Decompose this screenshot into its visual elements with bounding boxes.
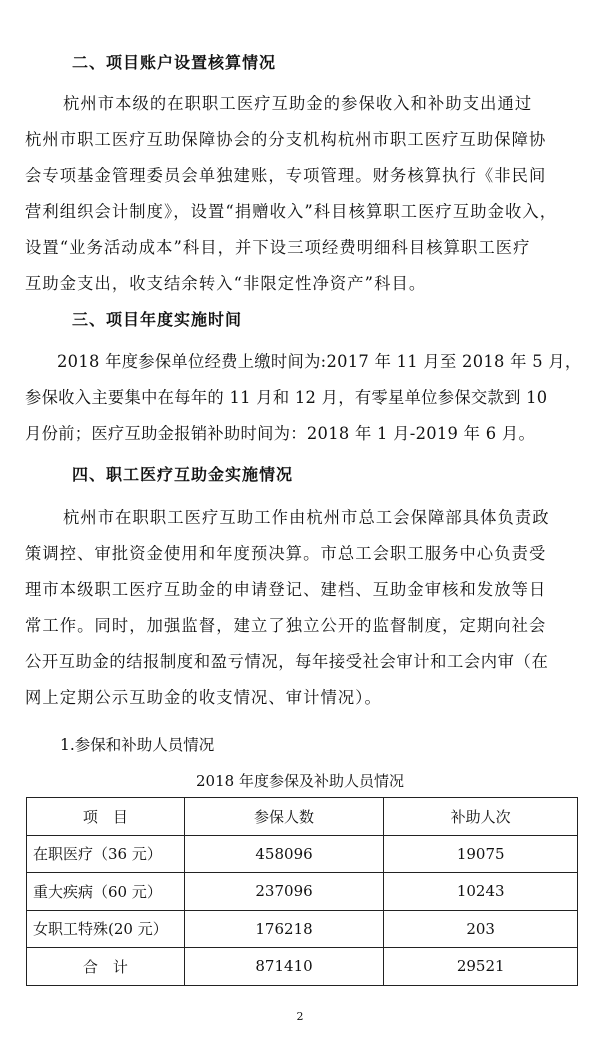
row-insured-count: 458096 (184, 835, 384, 873)
row-subsidized-count: 29521 (384, 948, 578, 986)
row-item-label: 重大疾病（60 元） (27, 873, 185, 911)
row-item-label: 在职医疗（36 元） (27, 835, 185, 873)
paragraph-line: 杭州市在职职工医疗互助工作由杭州市总工会保障部具体负责政 (63, 508, 550, 527)
column-header-insured: 参保人数 (184, 798, 384, 836)
paragraph-line: 设置“业务活动成本”科目，并下设三项经费明细科目核算职工医疗 (25, 238, 531, 257)
paragraph-line: 参保收入主要集中在每年的 11 月和 12 月，有零星单位参保交款到 10 (25, 388, 548, 407)
paragraph-line: 2018 年度参保单位经费上缴时间为:2017 年 11 月至 2018 年 5 月， (57, 352, 582, 371)
section-heading-fund-implementation: 四、职工医疗互助金实施情况 (72, 465, 294, 484)
section-heading-implementation-time: 三、项目年度实施时间 (72, 310, 243, 329)
table-row (27, 835, 578, 873)
paragraph-line: 营利组织会计制度》，设置“捐赠收入”科目核算职工医疗互助金收入， (25, 202, 558, 221)
paragraph-line: 互助金支出，收支结余转入“非限定性净资产”科目。 (25, 274, 427, 293)
row-item-label: 女职工特殊(20 元） (27, 910, 185, 948)
paragraph-line: 网上定期公示互助金的收支情况、审计情况）。 (25, 688, 382, 707)
paragraph-line: 杭州市本级的在职职工医疗互助金的参保收入和补助支出通过 (63, 94, 533, 113)
paragraph-line: 理市本级职工医疗互助金的申请登记、建档、互助金审核和发放等日 (25, 580, 547, 599)
row-insured-count: 237096 (184, 873, 384, 911)
paragraph-line: 常工作。同时，加强监督，建立了独立公开的监督制度，定期向社会 (25, 616, 547, 635)
subheading-insured-and-subsidized: 1.参保和补助人员情况 (60, 736, 215, 754)
paragraph-line: 月份前；医疗互助金报销补助时间为：2018 年 1 月-2019 年 6 月。 (25, 424, 536, 443)
row-subsidized-count: 10243 (384, 873, 578, 911)
table-title: 2018 年度参保及补助人员情况 (196, 772, 404, 790)
row-insured-count: 176218 (184, 910, 384, 948)
row-item-label: 合 计 (27, 948, 185, 986)
column-header-subsidized: 补助人次 (384, 798, 578, 836)
table-row (27, 873, 578, 911)
paragraph-line: 会专项基金管理委员会单独建账，专项管理。财务核算执行《非民间 (25, 166, 547, 185)
table-header-row (27, 798, 578, 836)
row-subsidized-count: 19075 (384, 835, 578, 873)
insured-subsidized-table (26, 797, 578, 986)
paragraph-line: 策调控、审批资金使用和年度预决算。市总工会职工服务中心负责受 (25, 544, 547, 563)
table-total-row (27, 948, 578, 986)
paragraph-line: 杭州市职工医疗互助保障协会的分支机构杭州市职工医疗互助保障协 (25, 130, 547, 149)
row-insured-count: 871410 (184, 948, 384, 986)
page-number: 2 (296, 1010, 304, 1023)
column-header-item: 项 目 (27, 798, 185, 836)
row-subsidized-count: 203 (384, 910, 578, 948)
section-heading-account-setup: 二、项目账户设置核算情况 (72, 53, 277, 72)
table-row (27, 910, 578, 948)
paragraph-line: 公开互助金的结报制度和盈亏情况，每年接受社会审计和工会内审（在 (25, 652, 549, 671)
